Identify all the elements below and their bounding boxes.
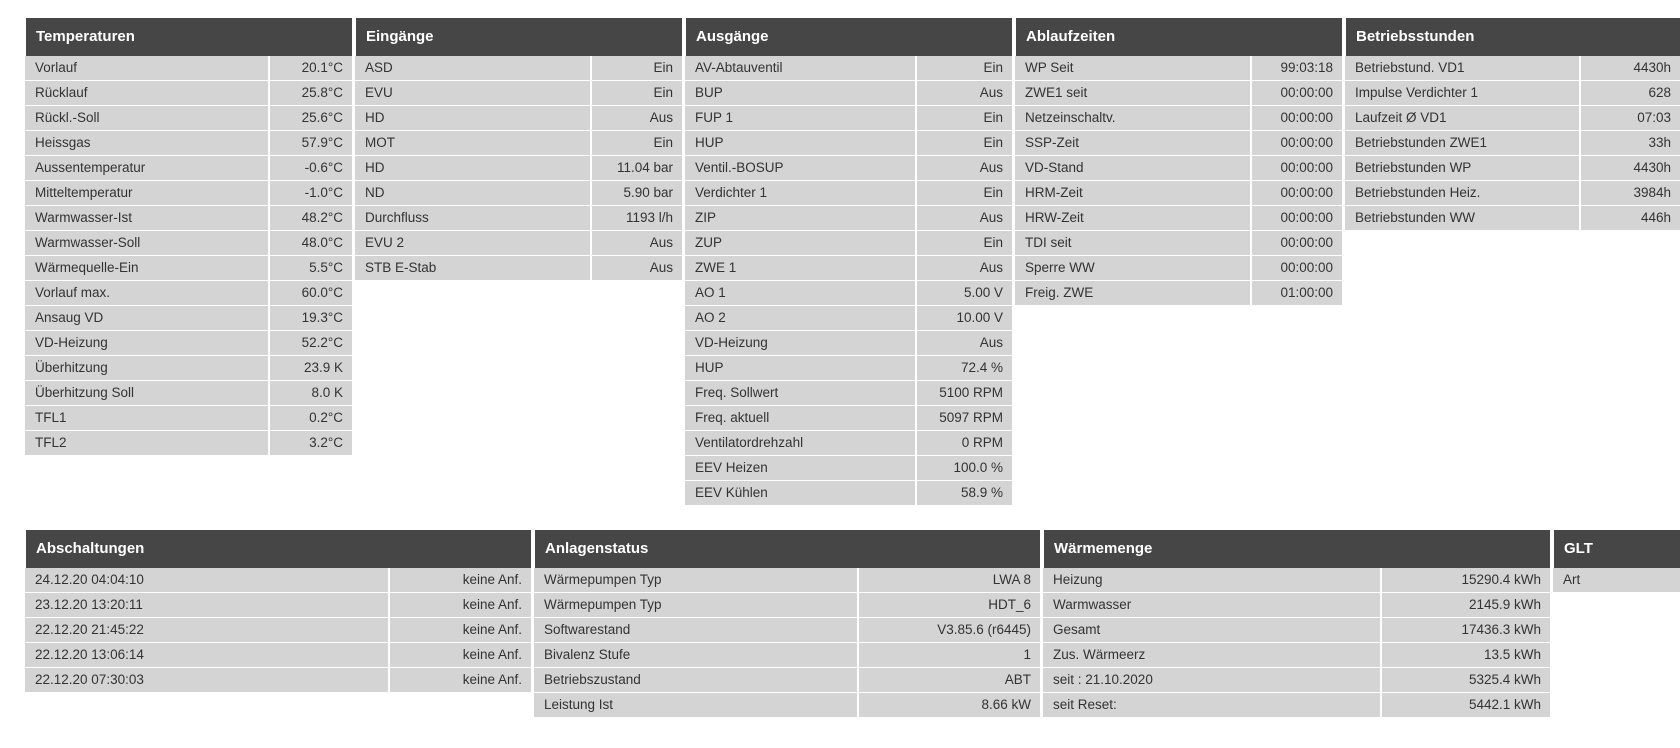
row-label: HUP (685, 131, 915, 155)
row-value: 00:00:00 (1252, 131, 1342, 155)
data-row (1015, 231, 1342, 256)
row-value: Ein (917, 131, 1012, 155)
row-value: 13.5 kWh (1382, 643, 1550, 667)
data-row (25, 568, 531, 593)
row-value: keine Anf. (390, 618, 531, 642)
data-row (25, 668, 531, 693)
data-row (1015, 181, 1342, 206)
row-value: 33h (1581, 131, 1680, 155)
row-value: 00:00:00 (1252, 106, 1342, 130)
row-label: Vorlauf (25, 56, 268, 80)
data-row (25, 156, 352, 181)
row-value: Ein (917, 106, 1012, 130)
row-label: Heizung (1043, 568, 1380, 592)
row-label: Gesamt (1043, 618, 1380, 642)
data-row (25, 381, 352, 406)
data-row (1345, 81, 1680, 106)
row-label: Freq. aktuell (685, 406, 915, 430)
row-value: HDT_6 (859, 593, 1040, 617)
row-label: 23.12.20 13:20:11 (25, 593, 388, 617)
data-row (685, 456, 1012, 481)
row-label: seit Reset: (1043, 693, 1380, 717)
row-label: Betriebstund. VD1 (1345, 56, 1579, 80)
row-label: Ansaug VD (25, 306, 268, 330)
row-label: VD-Heizung (25, 331, 268, 355)
data-row (1015, 106, 1342, 131)
data-row (685, 381, 1012, 406)
row-label: Überhitzung Soll (25, 381, 268, 405)
data-row (25, 431, 352, 456)
panel-title: Temperaturen (25, 18, 352, 56)
row-value: Aus (592, 106, 682, 130)
row-label: AO 2 (685, 306, 915, 330)
row-value: 25.8°C (270, 81, 352, 105)
row-label: ASD (355, 56, 590, 80)
data-row (25, 206, 352, 231)
row-label: Sperre WW (1015, 256, 1250, 280)
row-label: Leistung Ist (534, 693, 857, 717)
data-row (685, 331, 1012, 356)
data-row (534, 693, 1040, 718)
row-label: FUP 1 (685, 106, 915, 130)
row-label: Mitteltemperatur (25, 181, 268, 205)
row-label: WP Seit (1015, 56, 1250, 80)
row-value: Aus (592, 231, 682, 255)
panel-ablaufzeiten (1015, 18, 1342, 306)
row-label: Wärmepumpen Typ (534, 593, 857, 617)
row-value: 5.90 bar (592, 181, 682, 205)
data-row (355, 181, 682, 206)
panel-betriebsstunden (1345, 18, 1680, 231)
row-value: 11.04 bar (592, 156, 682, 180)
row-value: LWA 8 (859, 568, 1040, 592)
data-row (534, 668, 1040, 693)
data-row (1345, 131, 1680, 156)
data-row (25, 81, 352, 106)
row-value: 5442.1 kWh (1382, 693, 1550, 717)
data-row (25, 181, 352, 206)
row-value: Ein (917, 181, 1012, 205)
data-row (355, 206, 682, 231)
row-label: 22.12.20 13:06:14 (25, 643, 388, 667)
row-value: 48.2°C (270, 206, 352, 230)
panel-body (25, 568, 531, 693)
row-value: 01:00:00 (1252, 281, 1342, 305)
data-row (25, 643, 531, 668)
row-value: 60.0°C (270, 281, 352, 305)
data-row (25, 331, 352, 356)
panel-body (355, 56, 682, 281)
data-row (685, 81, 1012, 106)
row-label: Ventilatordrehzahl (685, 431, 915, 455)
row-value: 17436.3 kWh (1382, 618, 1550, 642)
row-value: 15290.4 kWh (1382, 568, 1550, 592)
data-row (355, 231, 682, 256)
row-value: 2145.9 kWh (1382, 593, 1550, 617)
data-row (1345, 206, 1680, 231)
row-label: Freig. ZWE (1015, 281, 1250, 305)
row-label: Impulse Verdichter 1 (1345, 81, 1579, 105)
data-row (1015, 281, 1342, 306)
row-value: keine Anf. (390, 668, 531, 692)
panel-body (534, 568, 1040, 718)
row-label: ZWE 1 (685, 256, 915, 280)
panel-body (685, 56, 1012, 506)
row-value: 58.9 % (917, 481, 1012, 505)
panel-abschaltungen (25, 530, 531, 693)
row-value: 00:00:00 (1252, 231, 1342, 255)
row-label: 22.12.20 07:30:03 (25, 668, 388, 692)
row-label: Zus. Wärmeerz (1043, 643, 1380, 667)
row-label: 24.12.20 04:04:10 (25, 568, 388, 592)
data-row (685, 431, 1012, 456)
row-value: 5100 RPM (917, 381, 1012, 405)
data-row (685, 481, 1012, 506)
row-label: HRW-Zeit (1015, 206, 1250, 230)
row-value: keine Anf. (390, 593, 531, 617)
row-label: BUP (685, 81, 915, 105)
row-label: Rückl.-Soll (25, 106, 268, 130)
row-value: 48.0°C (270, 231, 352, 255)
data-row (1015, 256, 1342, 281)
row-value: Aus (917, 81, 1012, 105)
row-label: HD (355, 156, 590, 180)
row-value: Aus (917, 206, 1012, 230)
row-value: 5.5°C (270, 256, 352, 280)
row-label: EEV Heizen (685, 456, 915, 480)
panel-title: Eingänge (355, 18, 682, 56)
data-row (355, 131, 682, 156)
panel-title: Anlagenstatus (534, 530, 1040, 568)
row-label: HD (355, 106, 590, 130)
row-label: VD-Heizung (685, 331, 915, 355)
data-row (534, 618, 1040, 643)
row-value: 00:00:00 (1252, 206, 1342, 230)
panel-body (25, 56, 352, 456)
row-label: Wärmequelle-Ein (25, 256, 268, 280)
row-label: Netzeinschaltv. (1015, 106, 1250, 130)
row-value: 3984h (1581, 181, 1680, 205)
data-row (1043, 618, 1550, 643)
row-value: Aus (592, 256, 682, 280)
row-value: 628 (1581, 81, 1680, 105)
row-value: 8.66 kW (859, 693, 1040, 717)
row-label: Heissgas (25, 131, 268, 155)
data-row (685, 231, 1012, 256)
data-row (25, 618, 531, 643)
row-value: 00:00:00 (1252, 156, 1342, 180)
row-label: SSP-Zeit (1015, 131, 1250, 155)
data-row (1345, 56, 1680, 81)
row-label: Betriebszustand (534, 668, 857, 692)
data-row (25, 106, 352, 131)
row-value: 23.9 K (270, 356, 352, 380)
panel-temperaturen (25, 18, 352, 456)
panel-eingaenge (355, 18, 682, 281)
row-label: ZIP (685, 206, 915, 230)
data-row (25, 56, 352, 81)
row-value: 5.00 V (917, 281, 1012, 305)
data-row (1345, 181, 1680, 206)
row-label: EVU (355, 81, 590, 105)
panel-title: Ausgänge (685, 18, 1012, 56)
panel-waermemenge (1043, 530, 1550, 718)
data-row (355, 156, 682, 181)
row-label: Vorlauf max. (25, 281, 268, 305)
row-label: Warmwasser-Ist (25, 206, 268, 230)
panel-title: Wärmemenge (1043, 530, 1550, 568)
row-label: ZUP (685, 231, 915, 255)
row-label: TDI seit (1015, 231, 1250, 255)
row-label: 22.12.20 21:45:22 (25, 618, 388, 642)
row-value: 00:00:00 (1252, 81, 1342, 105)
row-value: 19.3°C (270, 306, 352, 330)
row-value: Aus (917, 256, 1012, 280)
row-value: 0.2°C (270, 406, 352, 430)
row-label: Bivalenz Stufe (534, 643, 857, 667)
data-row (25, 306, 352, 331)
row-value: keine Anf. (390, 568, 531, 592)
data-row (534, 593, 1040, 618)
row-label: Warmwasser (1043, 593, 1380, 617)
row-value: Aus (917, 331, 1012, 355)
row-value: -0.6°C (270, 156, 352, 180)
data-row (685, 181, 1012, 206)
row-label: Aussentemperatur (25, 156, 268, 180)
row-label: EVU 2 (355, 231, 590, 255)
data-row (685, 206, 1012, 231)
row-label: TFL2 (25, 431, 268, 455)
row-label: Überhitzung (25, 356, 268, 380)
data-row (685, 306, 1012, 331)
data-row (685, 256, 1012, 281)
data-row (685, 56, 1012, 81)
row-value: -1.0°C (270, 181, 352, 205)
row-value: 00:00:00 (1252, 181, 1342, 205)
row-label: Art (1553, 568, 1680, 592)
row-label: EEV Kühlen (685, 481, 915, 505)
data-row (1015, 56, 1342, 81)
data-row (685, 356, 1012, 381)
row-value: 446h (1581, 206, 1680, 230)
row-value: 4430h (1581, 156, 1680, 180)
data-row (1345, 156, 1680, 181)
row-value: 57.9°C (270, 131, 352, 155)
row-label: seit : 21.10.2020 (1043, 668, 1380, 692)
row-value: 3.2°C (270, 431, 352, 455)
row-value: Ein (917, 231, 1012, 255)
row-label: Verdichter 1 (685, 181, 915, 205)
row-value: 72.4 % (917, 356, 1012, 380)
data-row (1043, 643, 1550, 668)
row-label: Betriebstunden WP (1345, 156, 1579, 180)
panel-title: GLT (1553, 530, 1680, 568)
data-row (355, 106, 682, 131)
data-row (355, 56, 682, 81)
row-value: 52.2°C (270, 331, 352, 355)
row-label: Betriebstunden ZWE1 (1345, 131, 1579, 155)
data-row (1043, 568, 1550, 593)
row-value: 00:00:00 (1252, 256, 1342, 280)
data-row (534, 568, 1040, 593)
row-label: Rücklauf (25, 81, 268, 105)
row-value: 4430h (1581, 56, 1680, 80)
row-value: 07:03 (1581, 106, 1680, 130)
row-label: ND (355, 181, 590, 205)
data-row (685, 156, 1012, 181)
row-value: 1193 l/h (592, 206, 682, 230)
row-label: Betriebstunden Heiz. (1345, 181, 1579, 205)
row-label: Laufzeit Ø VD1 (1345, 106, 1579, 130)
data-row (355, 256, 682, 281)
data-row (25, 231, 352, 256)
row-value: 5325.4 kWh (1382, 668, 1550, 692)
row-value: 25.6°C (270, 106, 352, 130)
panel-ausgaenge (685, 18, 1012, 506)
row-label: STB E-Stab (355, 256, 590, 280)
data-row (685, 281, 1012, 306)
panel-glt (1553, 530, 1680, 593)
row-value: keine Anf. (390, 643, 531, 667)
row-label: Softwarestand (534, 618, 857, 642)
data-row (1015, 156, 1342, 181)
row-value: Ein (592, 56, 682, 80)
data-row (1043, 668, 1550, 693)
row-value: ABT (859, 668, 1040, 692)
panel-body (1043, 568, 1550, 718)
row-label: VD-Stand (1015, 156, 1250, 180)
row-label: ZWE1 seit (1015, 81, 1250, 105)
row-value: 99:03:18 (1252, 56, 1342, 80)
data-row (25, 256, 352, 281)
data-row (685, 131, 1012, 156)
data-row (1043, 593, 1550, 618)
data-row (25, 356, 352, 381)
data-row (25, 131, 352, 156)
panel-anlagenstatus (534, 530, 1040, 718)
row-label: Freq. Sollwert (685, 381, 915, 405)
row-label: MOT (355, 131, 590, 155)
row-value: V3.85.6 (r6445) (859, 618, 1040, 642)
row-value: Ein (917, 56, 1012, 80)
row-value: 8.0 K (270, 381, 352, 405)
row-label: Warmwasser-Soll (25, 231, 268, 255)
data-row (25, 281, 352, 306)
panel-title: Betriebsstunden (1345, 18, 1680, 56)
panel-body (1553, 568, 1680, 593)
row-value: 100.0 % (917, 456, 1012, 480)
row-value: 10.00 V (917, 306, 1012, 330)
row-value: 0 RPM (917, 431, 1012, 455)
row-value: 20.1°C (270, 56, 352, 80)
data-row (1015, 131, 1342, 156)
data-row (534, 643, 1040, 668)
panel-body (1345, 56, 1680, 231)
row-value: Aus (917, 156, 1012, 180)
row-label: AV-Abtauventil (685, 56, 915, 80)
row-value: 5097 RPM (917, 406, 1012, 430)
data-row (1015, 206, 1342, 231)
data-row (25, 406, 352, 431)
data-row (685, 406, 1012, 431)
data-row (25, 593, 531, 618)
row-label: AO 1 (685, 281, 915, 305)
data-row (1553, 568, 1680, 593)
data-row (685, 106, 1012, 131)
row-label: Betriebstunden WW (1345, 206, 1579, 230)
panel-title: Abschaltungen (25, 530, 531, 568)
row-label: Durchfluss (355, 206, 590, 230)
data-row (1015, 81, 1342, 106)
row-value: 1 (859, 643, 1040, 667)
row-label: HUP (685, 356, 915, 380)
panel-title: Ablaufzeiten (1015, 18, 1342, 56)
row-label: Wärmepumpen Typ (534, 568, 857, 592)
row-label: Ventil.-BOSUP (685, 156, 915, 180)
data-row (1345, 106, 1680, 131)
row-value: Ein (592, 81, 682, 105)
data-row (355, 81, 682, 106)
data-row (1043, 693, 1550, 718)
row-value: Ein (592, 131, 682, 155)
row-label: HRM-Zeit (1015, 181, 1250, 205)
row-label: TFL1 (25, 406, 268, 430)
panel-body (1015, 56, 1342, 306)
